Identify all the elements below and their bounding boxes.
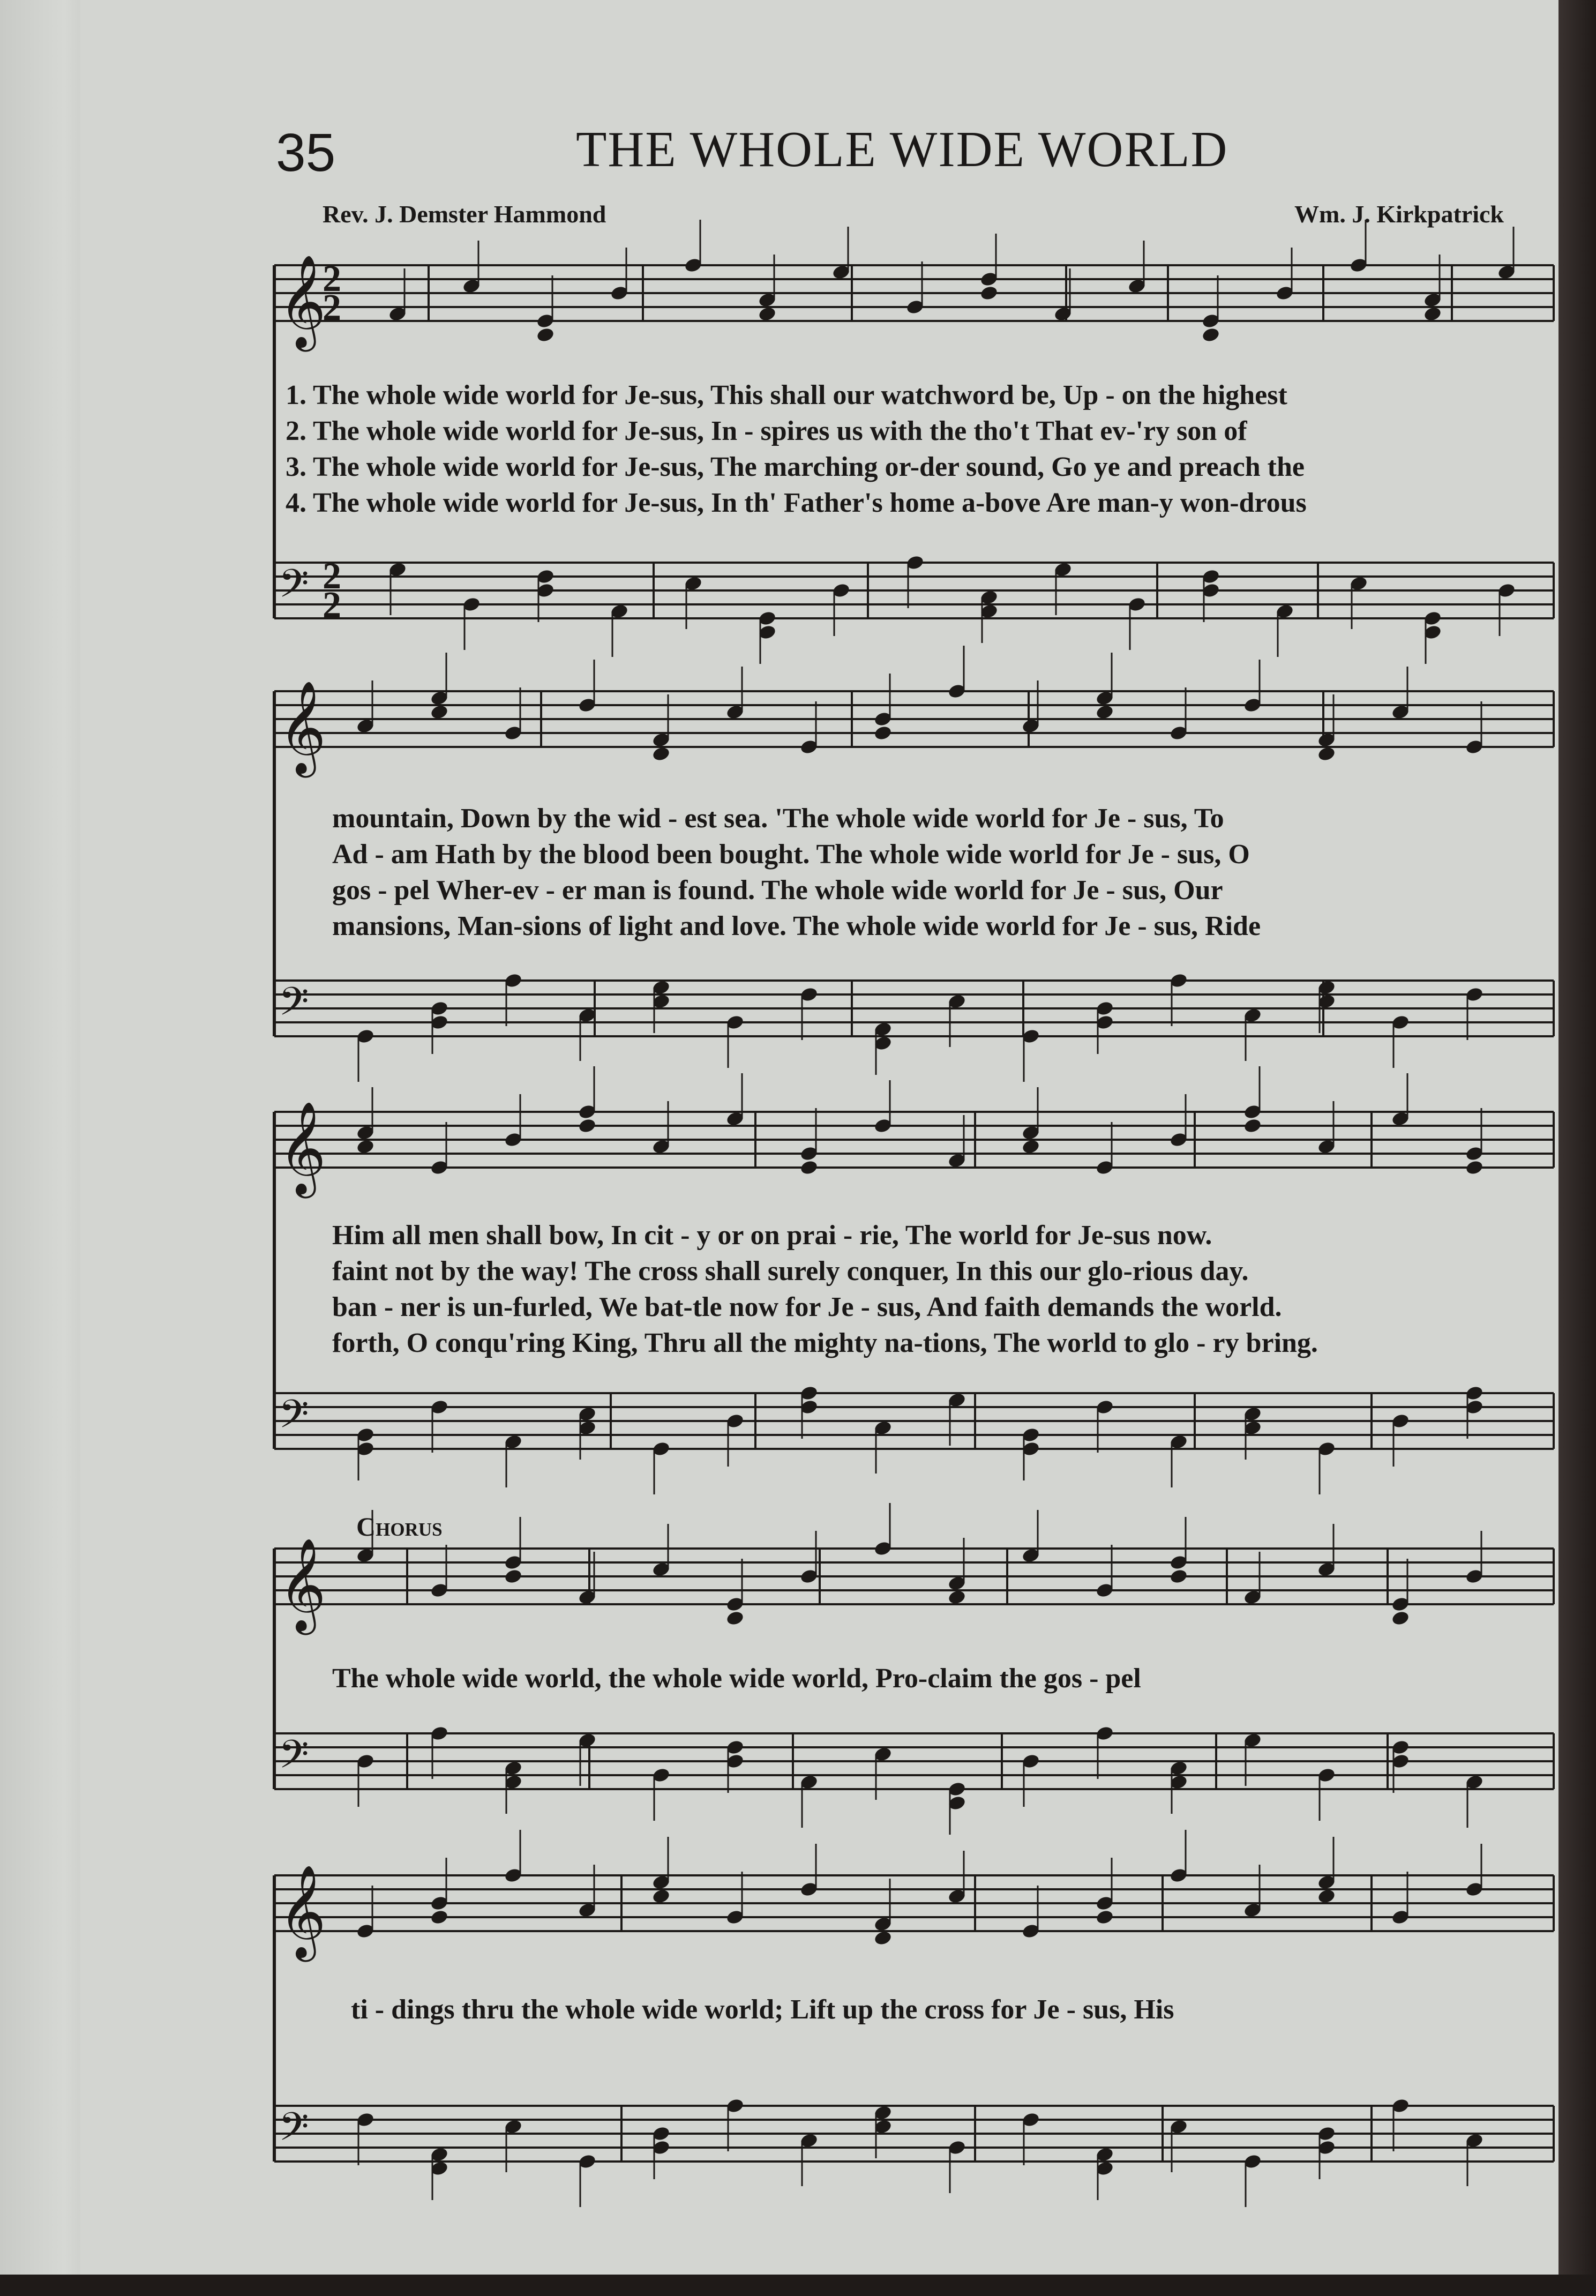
hymn-number: 35	[276, 123, 336, 183]
treble-clef-icon: 𝄞	[279, 1538, 326, 1631]
treble-clef-icon: 𝄞	[279, 255, 326, 348]
bass-clef-icon: 𝄢	[279, 978, 309, 1034]
note-head	[873, 1930, 893, 1947]
note-head	[651, 746, 671, 762]
note-head	[1423, 306, 1442, 323]
note-head	[1465, 1160, 1484, 1176]
lyric-line: 4. The whole wide world for Je-sus, In th' Father's home a-bove Are man-y won-drous	[286, 488, 1307, 518]
note-head	[430, 1909, 449, 1926]
note-head	[947, 1589, 966, 1606]
note-head	[430, 704, 449, 721]
note-head	[1169, 1568, 1188, 1585]
note-head	[1317, 746, 1336, 762]
time-signature-top: 2	[323, 556, 341, 597]
lyric-line: ti - dings thru the whole wide world; Lift up the cross for Je - sus, His	[351, 1994, 1174, 2025]
note-head	[758, 306, 777, 323]
lyric-line: mansions, Man-sions of light and love. The whole wide world for Je - sus, Ride	[332, 911, 1261, 941]
lyric-line: 1. The whole wide world for Je-sus, This shall our watchword be, Up - on the highest	[286, 380, 1287, 410]
bass-clef-icon: 𝄢	[279, 1391, 309, 1446]
chorus-label: Chorus	[356, 1512, 443, 1542]
note-head	[1095, 704, 1114, 721]
note-head	[725, 1610, 745, 1627]
hymn-title: THE WHOLE WIDE WORLD	[576, 122, 1228, 177]
lyric-line: 3. The whole wide world for Je-sus, The marching or-der sound, Go ye and preach the	[286, 452, 1305, 482]
lyric-line: ban - ner is un-furled, We bat-tle now for Je - sus, And faith demands the world.	[332, 1292, 1282, 1322]
note-head	[1095, 1909, 1114, 1926]
lyric-line: 2. The whole wide world for Je-sus, In - spires us with the tho't That ev-'ry son of	[286, 416, 1247, 446]
treble-clef-icon: 𝄞	[279, 1101, 326, 1194]
treble-clef-icon: 𝄞	[279, 680, 326, 774]
note-head	[536, 327, 555, 343]
bass-clef-icon: 𝄢	[279, 2104, 309, 2159]
bass-clef-icon: 𝄢	[279, 1731, 309, 1786]
lyric-line: forth, O conqu'ring King, Thru all the mighty na-tions, The world to glo - ry bring.	[332, 1328, 1318, 1358]
composer-credit: Wm. J. Kirkpatrick	[1294, 200, 1504, 228]
note-head	[1021, 1139, 1040, 1155]
lyric-line: Him all men shall bow, In cit - y or on prai - rie, The world for Je-sus now.	[332, 1220, 1212, 1251]
note-head	[1391, 1610, 1410, 1627]
lyric-line: gos - pel Wher-ev - er man is found. The whole wide world for Je - sus, Our	[332, 875, 1223, 906]
note-head	[1317, 1888, 1336, 1905]
note-head	[504, 1568, 523, 1585]
lyric-line: faint not by the way! The cross shall surely conquer, In this our glo-rious day.	[332, 1256, 1249, 1287]
time-signature-bottom: 2	[323, 287, 341, 328]
lyric-line: The whole wide world, the whole wide world, Pro-claim the gos - pel	[332, 1663, 1141, 1694]
note-head	[1243, 1118, 1262, 1134]
treble-clef-icon: 𝄞	[279, 1865, 326, 1958]
note-head	[356, 1139, 375, 1155]
note-head	[799, 1160, 819, 1176]
note-head	[1201, 327, 1220, 343]
lyric-line: Ad - am Hath by the blood been bought. The whole wide world for Je - sus, O	[332, 839, 1250, 870]
note-head	[979, 285, 999, 302]
time-signature-bottom: 2	[323, 585, 341, 626]
lyric-line: mountain, Down by the wid - est sea. 'The whole wide world for Je - sus, To	[332, 803, 1224, 834]
time-signature-top: 2	[323, 258, 341, 300]
bass-clef-icon: 𝄢	[279, 560, 309, 616]
lyricist-credit: Rev. J. Demster Hammond	[323, 200, 606, 228]
note-head	[578, 1118, 597, 1134]
note-head	[873, 725, 893, 742]
note-head	[651, 1888, 671, 1905]
